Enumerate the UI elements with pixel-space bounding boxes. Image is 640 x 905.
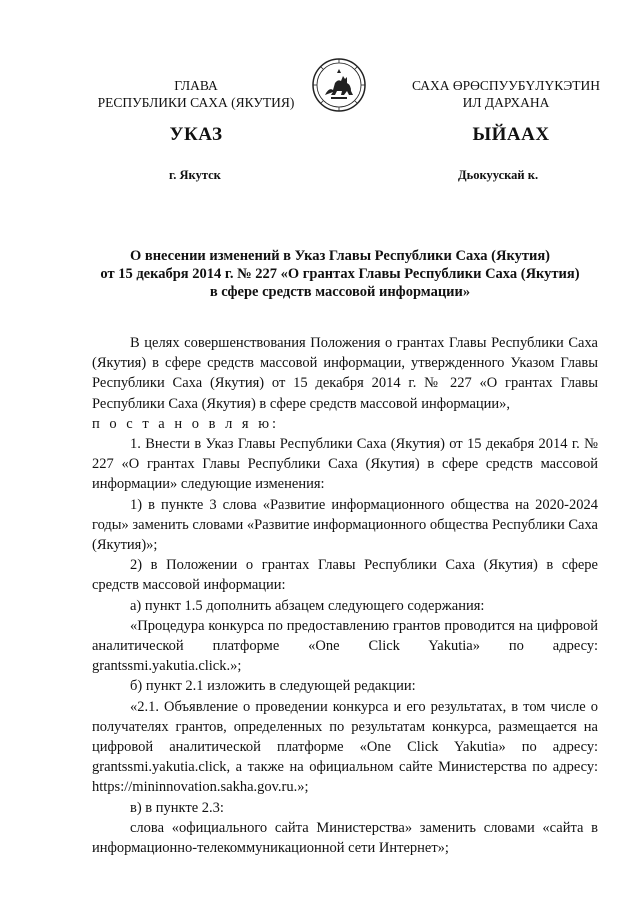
doc-type-ru: УКАЗ (169, 124, 223, 145)
doc-type-sakha: ЫЙААХ (472, 124, 550, 145)
item-1: 1. Внести в Указ Главы Республики Саха (Якутия) от 15 декабря 2014 г. № 227 «О грантах Главы Республики Саха (Якутия) в сфере средств массовой информации» следующие изменения: (92, 436, 598, 493)
item-a: а) пункт 1.5 дополнить абзацем следующего содержания: (130, 597, 485, 614)
document-title (70, 247, 610, 301)
item-1-2: 2) в Положении о грантах Главы Республики Саха (Якутия) в сфере средств массовой информации: (92, 557, 598, 594)
item-a-text: «Процедура конкурса по предоставлению грантов проводится на цифровой аналитической платформе «One Click Yakutia» по адресу: grantssmi.yakutia.click.»; (92, 617, 598, 675)
header-left-line2: РЕСПУБЛИКИ САХА (ЯКУТИЯ) (97, 95, 295, 110)
city-ru: г. Якутск (169, 168, 221, 182)
item-1-1: 1) в пункте 3 слова «Развитие информационного общества на 2020-2024 годы» заменить словами «Развитие информационного общества Республики Саха (Якутия)»; (92, 496, 598, 554)
title-line2: от 15 декабря 2014 г. № 227 «О грантах Главы Республики Саха (Якутия) (100, 266, 580, 282)
header-left-org (86, 77, 306, 111)
title-line3: в сфере средств массовой информации» (209, 284, 471, 300)
header-right-line2: ИЛ ДАРХАНА (462, 95, 550, 110)
coat-of-arms-emblem-icon (311, 57, 367, 113)
decree-word: п о с т а н о в л я ю: (92, 415, 280, 432)
intro-paragraph: В целях совершенствования Положения о грантах Главы Республики Саха (Якутия) в сфере средств массовой информации, утвержденного Указом Главы Республики Саха (Якутия) от 15 декабря 2014 г. № 227 «О грантах Главы Республики Саха (Якутия) в сфере средств массовой информации», (92, 335, 598, 412)
header-right-org (396, 77, 616, 111)
item-v-text: слова «официального сайта Министерства» заменить словами «сайта в информационно-телекоммуникационной сети Интернет»; (92, 819, 598, 857)
item-v: в) в пункте 2.3: (130, 799, 224, 816)
header-right-line1: САХА ӨРӨСПУУБҮЛҮКЭТИН (411, 78, 601, 93)
title-line1: О внесении изменений в Указ Главы Республики Саха (Якутия) (129, 248, 551, 264)
item-b-text: «2.1. Объявление о проведении конкурса и его результатах, в том числе о получателях грантов, определенных по результатам конкурса, размещается на цифровой аналитической платформе «One Click Yakutia» по адресу: grantssmi.yakutia.click, а также на официальном сайте Министерства по адресу: https://mininnovation.sakha.gov.ru.»; (92, 698, 598, 796)
document-body (92, 333, 598, 858)
header-left-line1: ГЛАВА (174, 78, 218, 93)
item-b: б) пункт 2.1 изложить в следующей редакции: (130, 678, 416, 695)
city-sakha: Дьокуускай к. (458, 168, 539, 182)
